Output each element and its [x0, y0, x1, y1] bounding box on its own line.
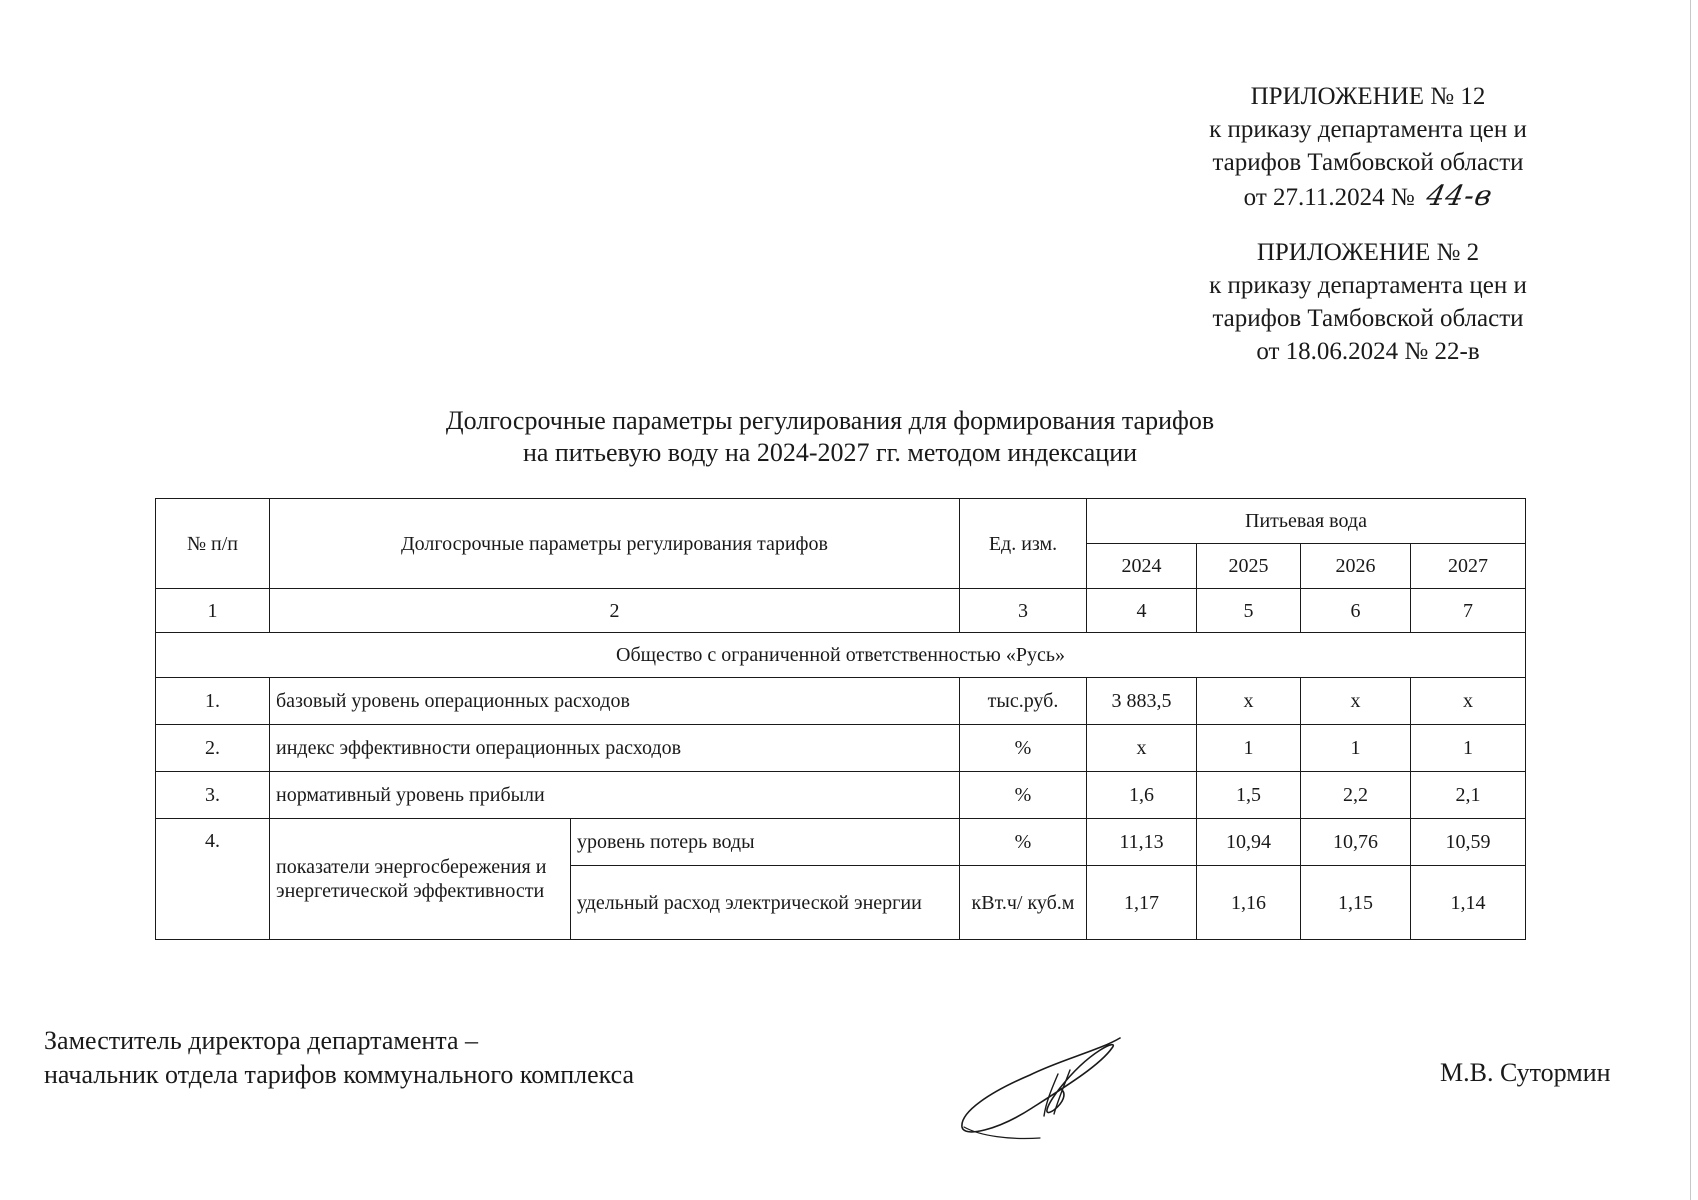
- header-year: 2025: [1197, 544, 1301, 589]
- header-year: 2026: [1301, 544, 1411, 589]
- row-value: 10,59: [1411, 819, 1526, 866]
- appendix-current-date-prefix: от 27.11.2024 №: [1243, 184, 1415, 211]
- appendix-previous-block: [1178, 236, 1558, 368]
- row-value: 1,17: [1087, 866, 1197, 940]
- signatory-position: [44, 1024, 634, 1092]
- row-unit: %: [960, 772, 1087, 819]
- row-value: 11,13: [1087, 819, 1197, 866]
- row-value: 1: [1411, 725, 1526, 772]
- row-value: 1,16: [1197, 866, 1301, 940]
- sub-param: удельный расход электрической энергии: [571, 866, 960, 940]
- header-param: Долгосрочные параметры регулирования тарифов: [270, 499, 960, 589]
- row-value: х: [1197, 678, 1301, 725]
- column-number-row: [156, 589, 1526, 633]
- header-year: 2024: [1087, 544, 1197, 589]
- row-unit: %: [960, 725, 1087, 772]
- header-no: № п/п: [156, 499, 270, 589]
- header-group-drinking-water: Питьевая вода: [1087, 499, 1526, 544]
- table-row: [156, 725, 1526, 772]
- appendix-current-block: [1178, 80, 1558, 214]
- row-param: базовый уровень операционных расходов: [270, 678, 960, 725]
- handwritten-signature: [950, 1030, 1140, 1140]
- organization-row: [156, 633, 1526, 678]
- column-number: 3: [960, 589, 1087, 633]
- document-title: [330, 405, 1330, 469]
- signatory-position-line1: Заместитель директора департамента –: [44, 1026, 479, 1055]
- row-number: 1.: [156, 678, 270, 725]
- row-value: 1: [1301, 725, 1411, 772]
- appendix-current-title: ПРИЛОЖЕНИЕ № 12: [1250, 83, 1486, 110]
- table-row: [156, 819, 1526, 866]
- signatory-name: М.В. Сутормин: [1440, 1058, 1611, 1087]
- page-edge-line: [1690, 0, 1691, 1200]
- row-value: х: [1087, 725, 1197, 772]
- table-header-row: [156, 499, 1526, 544]
- appendix-previous-line1: к приказу департамента цен и: [1209, 272, 1527, 299]
- group-param: показатели энергосбережения и энергетической эффективности: [270, 819, 571, 940]
- row-param: индекс эффективности операционных расходов: [270, 725, 960, 772]
- row-value: х: [1411, 678, 1526, 725]
- column-number: 1: [156, 589, 270, 633]
- organization-name: Общество с ограниченной ответственностью «Русь»: [156, 633, 1526, 678]
- appendix-previous-title: ПРИЛОЖЕНИЕ № 2: [1256, 239, 1480, 266]
- column-number: 2: [270, 589, 960, 633]
- signatory-position-line2: начальник отдела тарифов коммунального комплекса: [44, 1060, 635, 1089]
- appendix-current-line1: к приказу департамента цен и: [1209, 116, 1527, 143]
- header-year: 2027: [1411, 544, 1526, 589]
- row-number: 4.: [156, 819, 270, 940]
- row-value: 1: [1197, 725, 1301, 772]
- appendix-current-handwritten-number: 44-в: [1423, 179, 1496, 212]
- appendix-previous-line3: от 18.06.2024 № 22-в: [1256, 338, 1480, 365]
- column-number: 5: [1197, 589, 1301, 633]
- row-value: 1,6: [1087, 772, 1197, 819]
- column-number: 7: [1411, 589, 1526, 633]
- row-value: х: [1301, 678, 1411, 725]
- row-value: 1,14: [1411, 866, 1526, 940]
- row-value: 10,76: [1301, 819, 1411, 866]
- row-param: нормативный уровень прибыли: [270, 772, 960, 819]
- row-value: 1,15: [1301, 866, 1411, 940]
- sub-param: уровень потерь воды: [571, 819, 960, 866]
- table-row: [156, 772, 1526, 819]
- appendix-current-line2: тарифов Тамбовской области: [1212, 149, 1524, 176]
- row-number: 3.: [156, 772, 270, 819]
- row-unit: %: [960, 819, 1087, 866]
- appendix-current-date-line: [1178, 179, 1558, 214]
- document-title-line2: на питьевую воду на 2024-2027 гг. методом индексации: [522, 438, 1138, 467]
- document-title-line1: Долгосрочные параметры регулирования для формирования тарифов: [445, 406, 1215, 435]
- row-value: 2,2: [1301, 772, 1411, 819]
- table-row: [156, 678, 1526, 725]
- row-value: 3 883,5: [1087, 678, 1197, 725]
- row-value: 1,5: [1197, 772, 1301, 819]
- appendix-previous-line2: тарифов Тамбовской области: [1212, 305, 1524, 332]
- row-unit: кВт.ч/ куб.м: [960, 866, 1087, 940]
- row-number: 2.: [156, 725, 270, 772]
- header-unit: Ед. изм.: [960, 499, 1087, 589]
- column-number: 4: [1087, 589, 1197, 633]
- row-unit: тыс.руб.: [960, 678, 1087, 725]
- parameters-table: [155, 498, 1526, 940]
- row-value: 2,1: [1411, 772, 1526, 819]
- column-number: 6: [1301, 589, 1411, 633]
- row-value: 10,94: [1197, 819, 1301, 866]
